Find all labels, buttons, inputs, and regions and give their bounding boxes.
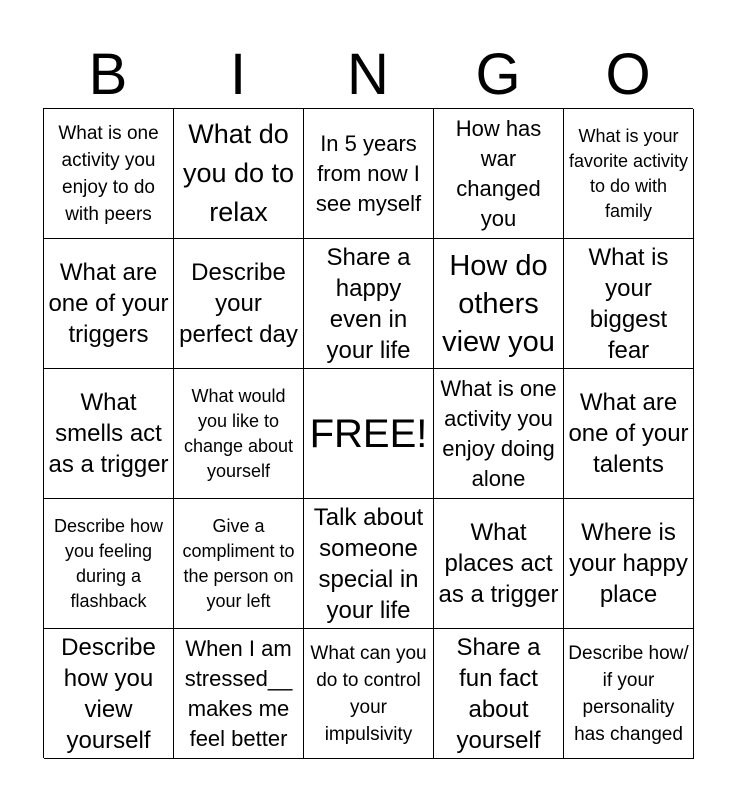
bingo-cell[interactable] [564,499,694,629]
cell-text: What is your favorite activity to do with family [568,125,689,221]
cell-text: What would you like to change about yourself [183,385,294,481]
bingo-cell[interactable] [434,499,564,629]
bingo-cell[interactable] [564,109,694,239]
bingo-cell[interactable] [44,499,174,629]
header-letter-b: B [88,42,128,107]
bingo-cell[interactable] [434,239,564,369]
cell-text: What is one activity you enjoy to do with peers [58,122,159,225]
cell-text: What do you do to relax [182,119,295,227]
bingo-cell[interactable] [174,499,304,629]
cell-text: What are one of your talents [568,389,689,478]
bingo-board [43,108,693,758]
bingo-cell[interactable] [44,109,174,239]
bingo-cell[interactable] [304,239,434,369]
bingo-cell[interactable] [174,369,304,499]
header-letter-g: G [475,42,521,107]
header-letter-o: O [605,42,651,107]
bingo-cell[interactable] [564,239,694,369]
bingo-cell[interactable] [564,629,694,759]
cell-text: Share a happy even in your life [326,243,411,364]
cell-text: Describe how you view yourself [61,633,156,754]
cell-text: What are one of your triggers [48,259,169,348]
cell-text: Describe how you feeling during a flashback [53,515,164,611]
bingo-cell[interactable] [174,109,304,239]
header-letter-i: I [229,42,247,107]
cell-text: Where is your happy place [569,519,688,608]
cell-text: Talk about someone special in your life [313,503,424,624]
cell-text: In 5 years from now I see myself [315,130,422,216]
cell-text: Describe your perfect day [179,259,298,348]
bingo-cell[interactable] [44,369,174,499]
cell-text: How has war changed you [455,115,542,231]
cell-text: How do others view you [442,249,555,358]
cell-text: Share a fun fact about yourself [456,633,541,754]
cell-text: What is one activity you enjoy doing alone [440,375,557,491]
bingo-cell[interactable] [44,239,174,369]
free-space-text: FREE! [309,411,428,456]
cell-text: Describe how/ if your personality has changed [568,642,689,745]
cell-text: What places act as a trigger [438,519,559,608]
bingo-cell[interactable] [174,239,304,369]
cell-text: When I am stressed__ makes me feel better [184,635,293,751]
cell-text: What can you do to control your impulsivity [310,642,427,745]
bingo-cell[interactable] [174,629,304,759]
bingo-cell[interactable] [434,109,564,239]
cell-text: What is your biggest fear [588,243,669,364]
free-space[interactable] [304,369,434,499]
bingo-cell[interactable] [434,629,564,759]
bingo-cell[interactable] [304,109,434,239]
bingo-cell[interactable] [304,629,434,759]
bingo-cell[interactable] [434,369,564,499]
cell-text: Give a compliment to the person on your left [182,515,295,611]
cell-text: What smells act as a trigger [48,389,169,478]
bingo-header [43,44,693,106]
header-letter-n: N [347,42,389,107]
bingo-cell[interactable] [44,629,174,759]
bingo-cell[interactable] [304,499,434,629]
bingo-cell[interactable] [564,369,694,499]
